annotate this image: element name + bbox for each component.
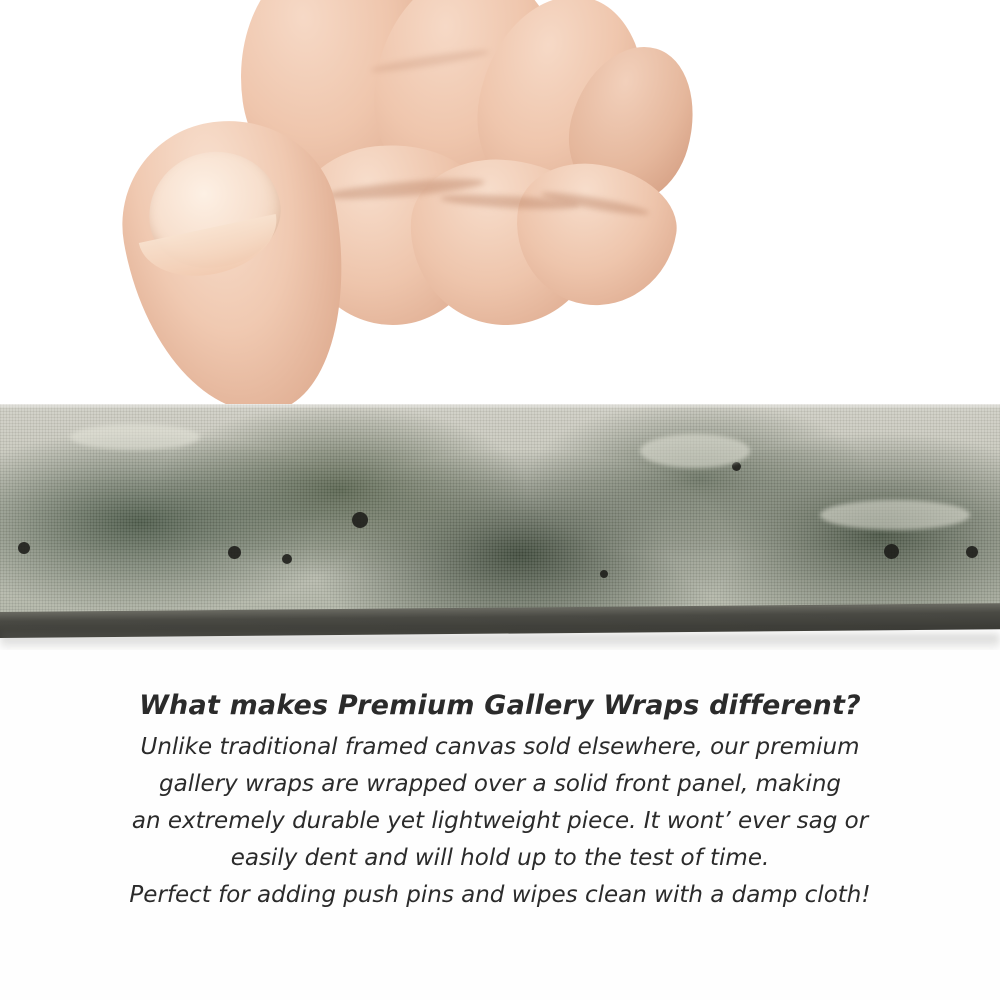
caption-block	[0, 690, 1000, 914]
canvas-speck	[352, 512, 368, 528]
canvas-speck	[884, 544, 899, 559]
caption-line-4: easily dent and will hold up to the test of time.	[230, 845, 770, 871]
caption-heading: What makes Premium Gallery Wraps different?	[139, 690, 861, 721]
canvas-drop-shadow	[0, 634, 1000, 650]
caption-body	[0, 729, 1000, 914]
canvas-top-highlight	[0, 404, 1000, 409]
caption-line-2: gallery wraps are wrapped over a solid front panel, making	[159, 771, 841, 797]
caption-line-1: Unlike traditional framed canvas sold elsewhere, our premium	[140, 734, 860, 760]
hand-pressing-canvas	[120, 0, 640, 430]
gallery-wrap-canvas-edge	[0, 404, 1000, 619]
canvas-speck	[282, 554, 292, 564]
canvas-speck	[18, 542, 30, 554]
canvas-speck	[228, 546, 241, 559]
canvas-highlight	[640, 434, 750, 468]
canvas-speck	[600, 570, 608, 578]
canvas-speck	[966, 546, 978, 558]
caption-line-3: an extremely durable yet lightweight piece. It wont’ ever sag or	[131, 808, 869, 834]
canvas-highlight	[820, 500, 970, 530]
caption-line-5: Perfect for adding push pins and wipes clean with a damp cloth!	[129, 882, 871, 908]
canvas-highlight	[70, 424, 200, 450]
canvas-speck	[732, 462, 741, 471]
